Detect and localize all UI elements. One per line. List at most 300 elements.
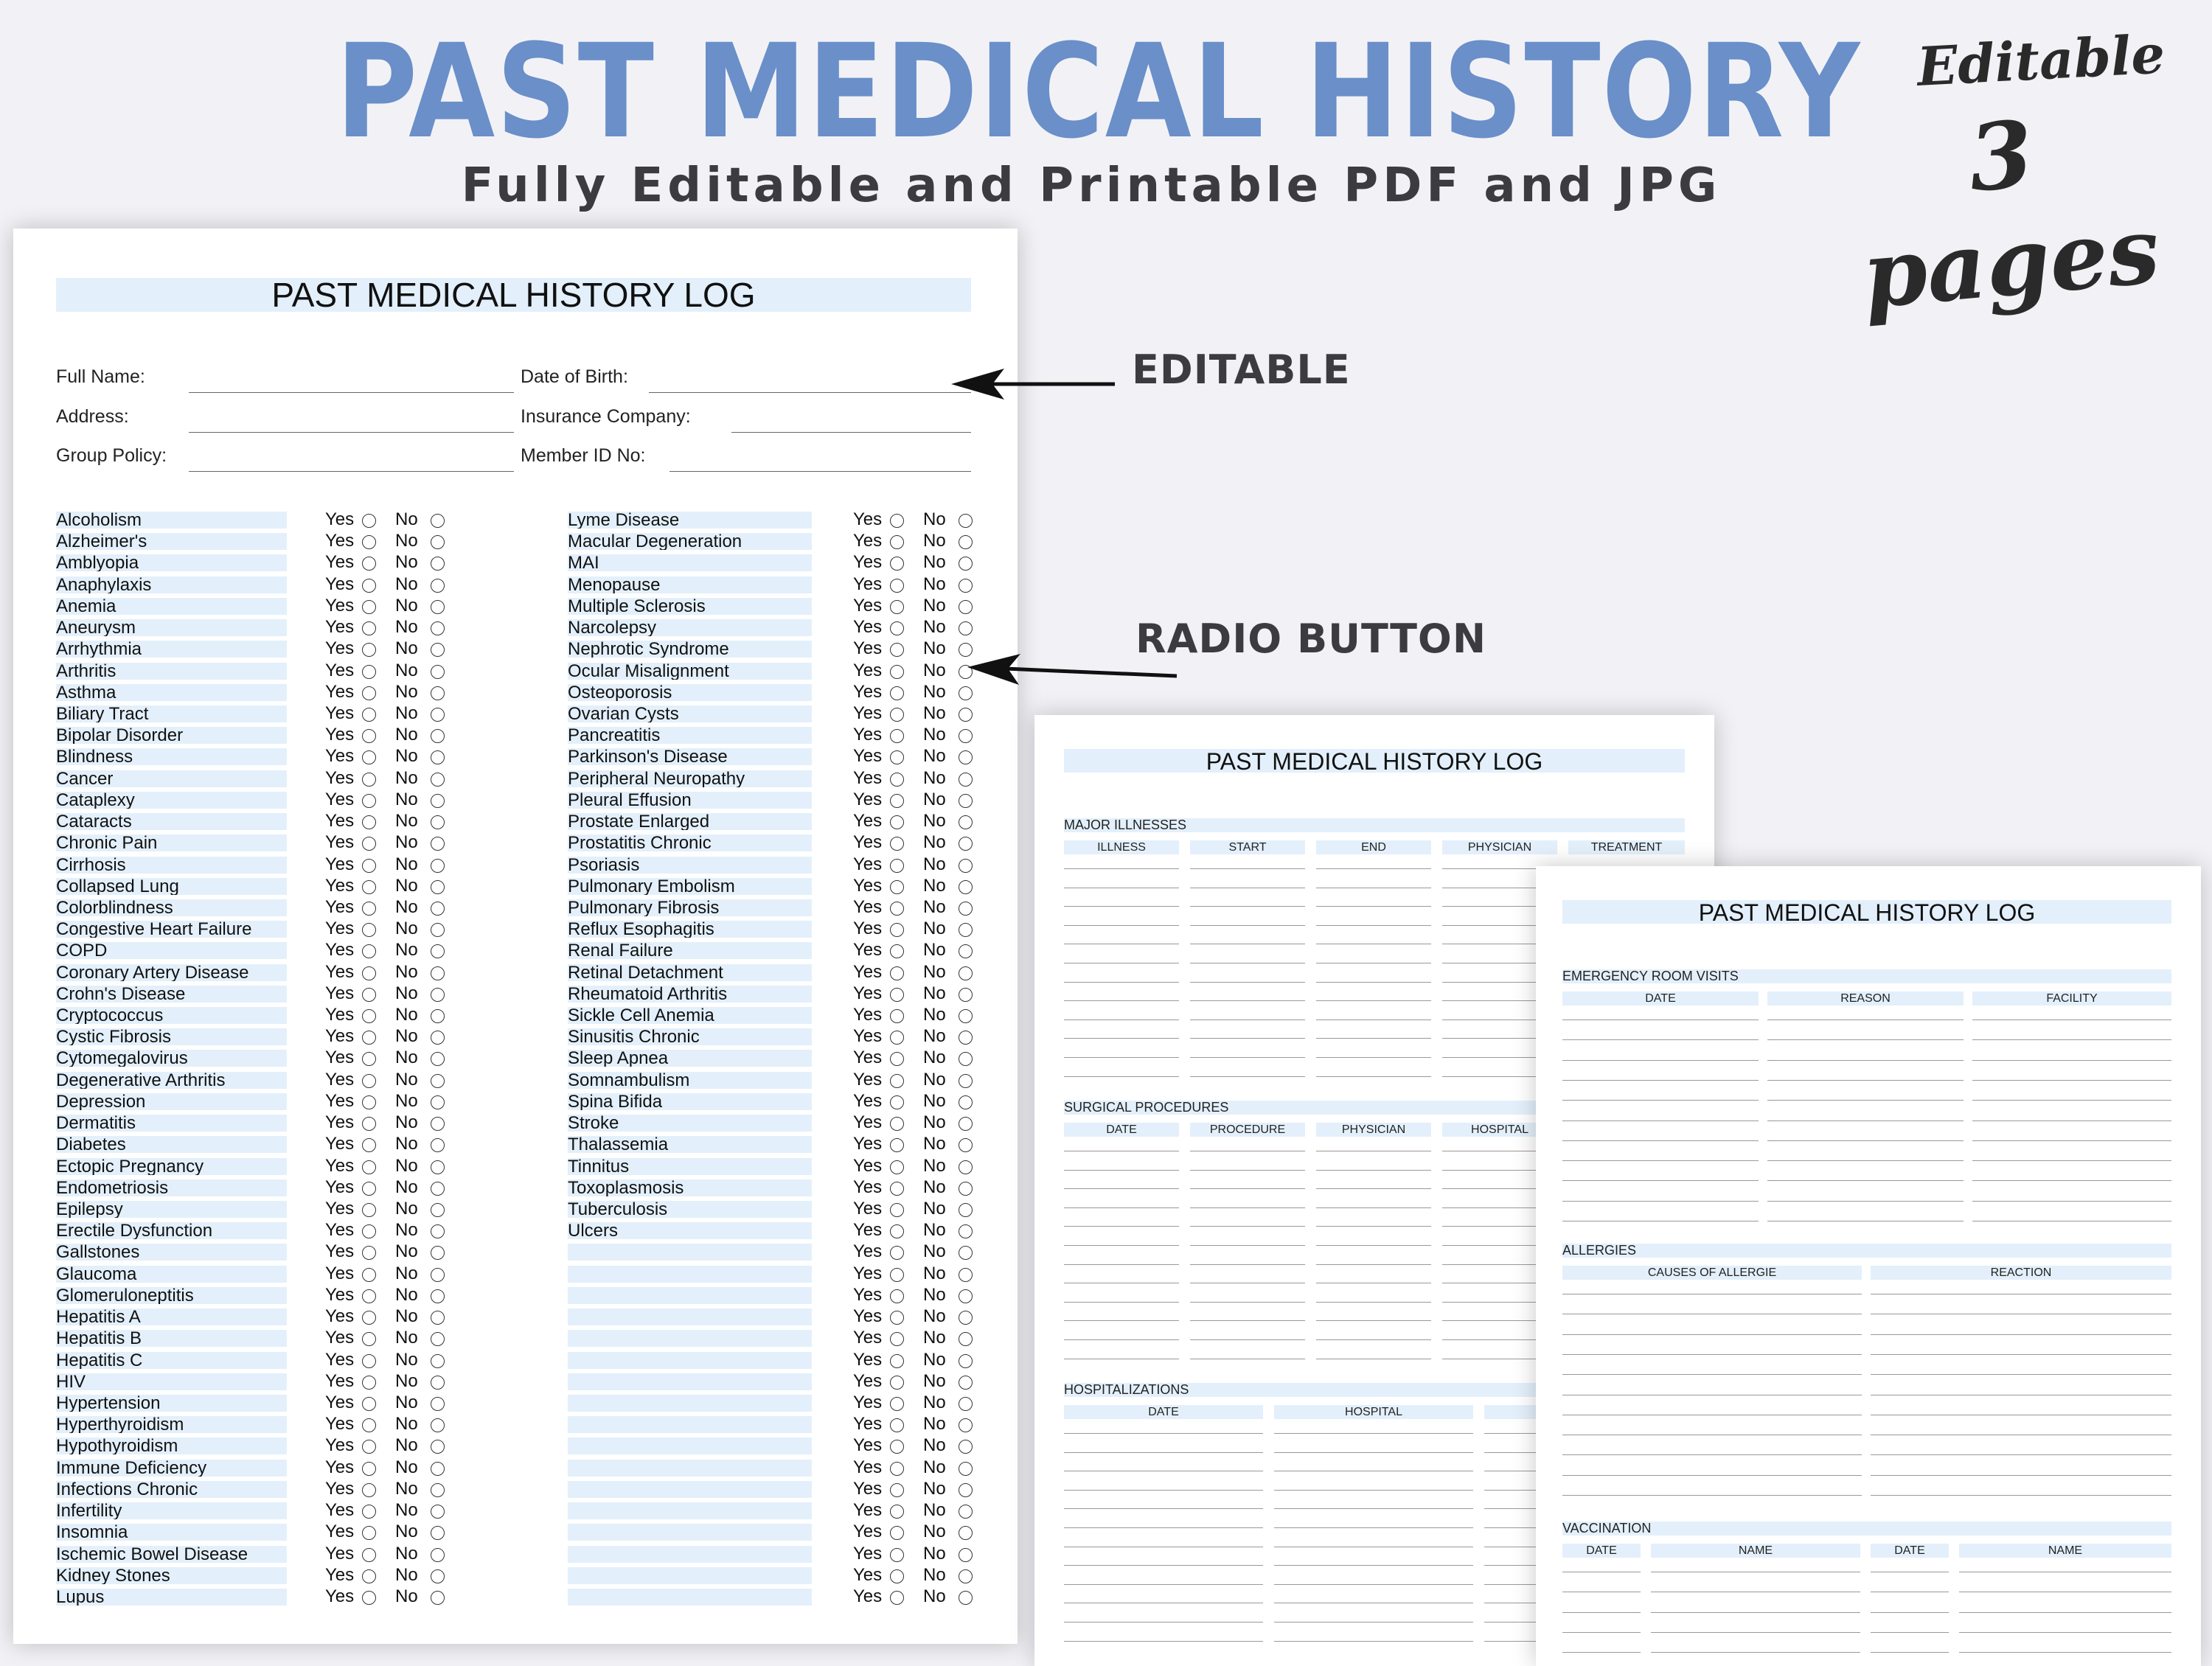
entry-line[interactable]	[1064, 868, 1179, 869]
entry-line[interactable]	[1959, 1632, 2171, 1633]
yes-radio-button[interactable]	[890, 665, 904, 679]
entry-line[interactable]	[1562, 1632, 1641, 1633]
entry-line[interactable]	[1064, 1302, 1179, 1303]
entry-line[interactable]	[1316, 1188, 1431, 1189]
yes-radio-button[interactable]	[890, 1440, 904, 1454]
no-radio-button[interactable]	[431, 1569, 445, 1583]
entry-line[interactable]	[1871, 1495, 2171, 1496]
entry-line[interactable]	[1190, 868, 1305, 869]
no-radio-button[interactable]	[431, 773, 445, 787]
entry-line[interactable]	[1959, 1652, 2171, 1653]
yes-radio-button[interactable]	[890, 1009, 904, 1023]
yes-radio-button[interactable]	[362, 880, 376, 894]
yes-radio-button[interactable]	[890, 1074, 904, 1088]
yes-radio-button[interactable]	[362, 1074, 376, 1088]
no-radio-button[interactable]	[431, 1376, 445, 1390]
entry-line[interactable]	[1871, 1612, 1949, 1613]
entry-line[interactable]	[1562, 1120, 1759, 1121]
yes-radio-button[interactable]	[890, 837, 904, 851]
entry-line[interactable]	[1972, 1180, 2171, 1181]
no-radio-button[interactable]	[959, 966, 973, 980]
no-radio-button[interactable]	[959, 708, 973, 722]
no-radio-button[interactable]	[959, 1354, 973, 1368]
entry-line[interactable]	[1274, 1490, 1473, 1491]
yes-radio-button[interactable]	[362, 1462, 376, 1476]
yes-radio-button[interactable]	[890, 1332, 904, 1346]
no-radio-button[interactable]	[431, 1440, 445, 1454]
no-radio-button[interactable]	[431, 1483, 445, 1497]
no-radio-button[interactable]	[959, 794, 973, 808]
yes-radio-button[interactable]	[362, 1483, 376, 1497]
no-radio-button[interactable]	[431, 1052, 445, 1066]
entry-line[interactable]	[1972, 1080, 2171, 1081]
entry-line[interactable]	[1064, 1188, 1179, 1189]
yes-radio-button[interactable]	[362, 600, 376, 614]
yes-radio-button[interactable]	[890, 1031, 904, 1045]
entry-line[interactable]	[1190, 1000, 1305, 1001]
yes-radio-button[interactable]	[362, 1397, 376, 1411]
entry-line[interactable]	[1562, 1475, 1862, 1476]
yes-radio-button[interactable]	[890, 750, 904, 764]
entry-line[interactable]	[1562, 1354, 1862, 1355]
yes-radio-button[interactable]	[362, 665, 376, 679]
yes-radio-button[interactable]	[362, 686, 376, 700]
yes-radio-button[interactable]	[362, 1052, 376, 1066]
entry-line[interactable]	[1651, 1652, 1860, 1653]
yes-radio-button[interactable]	[362, 535, 376, 549]
entry-line[interactable]	[1064, 1245, 1179, 1246]
no-radio-button[interactable]	[959, 1462, 973, 1476]
no-radio-button[interactable]	[959, 665, 973, 679]
yes-radio-button[interactable]	[890, 902, 904, 916]
entry-line[interactable]	[1767, 1180, 1964, 1181]
yes-radio-button[interactable]	[890, 621, 904, 635]
yes-radio-button[interactable]	[362, 708, 376, 722]
no-radio-button[interactable]	[959, 643, 973, 657]
entry-line[interactable]	[1316, 1038, 1431, 1039]
no-radio-button[interactable]	[959, 1203, 973, 1217]
entry-line[interactable]	[1064, 1057, 1179, 1058]
yes-radio-button[interactable]	[890, 1138, 904, 1152]
no-radio-button[interactable]	[431, 1462, 445, 1476]
yes-radio-button[interactable]	[890, 988, 904, 1002]
entry-line[interactable]	[1064, 925, 1179, 926]
no-radio-button[interactable]	[431, 859, 445, 873]
entry-line[interactable]	[1064, 1320, 1179, 1321]
entry-line[interactable]	[1316, 1320, 1431, 1321]
no-radio-button[interactable]	[431, 686, 445, 700]
yes-radio-button[interactable]	[890, 557, 904, 571]
no-radio-button[interactable]	[431, 535, 445, 549]
yes-radio-button[interactable]	[890, 1203, 904, 1217]
yes-radio-button[interactable]	[890, 1483, 904, 1497]
entry-line[interactable]	[1190, 1245, 1305, 1246]
yes-radio-button[interactable]	[890, 1095, 904, 1109]
no-radio-button[interactable]	[431, 880, 445, 894]
no-radio-button[interactable]	[959, 1052, 973, 1066]
entry-line[interactable]	[1562, 1201, 1759, 1202]
no-radio-button[interactable]	[431, 1031, 445, 1045]
yes-radio-button[interactable]	[890, 1160, 904, 1174]
entry-line[interactable]	[1064, 1508, 1263, 1509]
yes-radio-button[interactable]	[362, 514, 376, 528]
entry-line[interactable]	[1972, 1039, 2171, 1040]
no-radio-button[interactable]	[959, 1289, 973, 1303]
no-radio-button[interactable]	[959, 579, 973, 593]
yes-radio-button[interactable]	[362, 902, 376, 916]
no-radio-button[interactable]	[431, 600, 445, 614]
no-radio-button[interactable]	[959, 1332, 973, 1346]
no-radio-button[interactable]	[431, 794, 445, 808]
entry-line[interactable]	[1871, 1454, 2171, 1455]
entry-line[interactable]	[1972, 1100, 2171, 1101]
entry-line[interactable]	[1316, 1207, 1431, 1208]
entry-line[interactable]	[1190, 1226, 1305, 1227]
entry-line[interactable]	[1064, 1170, 1179, 1171]
no-radio-button[interactable]	[959, 514, 973, 528]
no-radio-button[interactable]	[431, 1526, 445, 1540]
no-radio-button[interactable]	[959, 1182, 973, 1196]
entry-line[interactable]	[1190, 1170, 1305, 1171]
entry-line[interactable]	[1562, 1100, 1759, 1101]
no-radio-button[interactable]	[431, 1074, 445, 1088]
entry-line[interactable]	[1871, 1632, 1949, 1633]
no-radio-button[interactable]	[959, 1397, 973, 1411]
yes-radio-button[interactable]	[362, 773, 376, 787]
no-radio-button[interactable]	[431, 1138, 445, 1152]
entry-line[interactable]	[1316, 1226, 1431, 1227]
entry-line[interactable]	[1316, 1245, 1431, 1246]
entry-line[interactable]	[1316, 1264, 1431, 1265]
yes-radio-button[interactable]	[362, 1440, 376, 1454]
yes-radio-button[interactable]	[890, 1117, 904, 1131]
entry-line[interactable]	[1064, 982, 1179, 983]
yes-radio-button[interactable]	[362, 1526, 376, 1540]
insurance-field[interactable]	[731, 432, 971, 433]
yes-radio-button[interactable]	[362, 1031, 376, 1045]
no-radio-button[interactable]	[959, 1376, 973, 1390]
entry-line[interactable]	[1767, 1120, 1964, 1121]
yes-radio-button[interactable]	[362, 988, 376, 1002]
entry-line[interactable]	[1562, 1495, 1862, 1496]
yes-radio-button[interactable]	[890, 1246, 904, 1260]
no-radio-button[interactable]	[959, 923, 973, 937]
group-policy-field[interactable]	[189, 471, 514, 472]
yes-radio-button[interactable]	[890, 773, 904, 787]
no-radio-button[interactable]	[431, 923, 445, 937]
no-radio-button[interactable]	[431, 1289, 445, 1303]
entry-line[interactable]	[1064, 1339, 1179, 1340]
no-radio-button[interactable]	[959, 944, 973, 958]
yes-radio-button[interactable]	[890, 1505, 904, 1519]
yes-radio-button[interactable]	[890, 1591, 904, 1605]
no-radio-button[interactable]	[959, 621, 973, 635]
no-radio-button[interactable]	[959, 1569, 973, 1583]
no-radio-button[interactable]	[431, 815, 445, 829]
yes-radio-button[interactable]	[362, 643, 376, 657]
entry-line[interactable]	[1064, 1226, 1179, 1227]
no-radio-button[interactable]	[959, 1074, 973, 1088]
entry-line[interactable]	[1274, 1565, 1473, 1566]
entry-line[interactable]	[1274, 1508, 1473, 1509]
yes-radio-button[interactable]	[890, 708, 904, 722]
entry-line[interactable]	[1562, 1180, 1759, 1181]
entry-line[interactable]	[1064, 1622, 1263, 1623]
no-radio-button[interactable]	[959, 686, 973, 700]
no-radio-button[interactable]	[959, 1224, 973, 1238]
yes-radio-button[interactable]	[890, 1311, 904, 1325]
entry-line[interactable]	[1651, 1612, 1860, 1613]
no-radio-button[interactable]	[431, 579, 445, 593]
yes-radio-button[interactable]	[362, 579, 376, 593]
entry-line[interactable]	[1767, 1201, 1964, 1202]
yes-radio-button[interactable]	[890, 859, 904, 873]
yes-radio-button[interactable]	[362, 729, 376, 743]
yes-radio-button[interactable]	[890, 1397, 904, 1411]
entry-line[interactable]	[1316, 982, 1431, 983]
yes-radio-button[interactable]	[890, 1182, 904, 1196]
entry-line[interactable]	[1274, 1622, 1473, 1623]
yes-radio-button[interactable]	[890, 1289, 904, 1303]
yes-radio-button[interactable]	[890, 1376, 904, 1390]
no-radio-button[interactable]	[959, 1526, 973, 1540]
yes-radio-button[interactable]	[890, 643, 904, 657]
entry-line[interactable]	[1190, 1188, 1305, 1189]
entry-line[interactable]	[1871, 1475, 2171, 1476]
no-radio-button[interactable]	[431, 621, 445, 635]
yes-radio-button[interactable]	[362, 1591, 376, 1605]
entry-line[interactable]	[1972, 1120, 2171, 1121]
yes-radio-button[interactable]	[362, 1182, 376, 1196]
yes-radio-button[interactable]	[890, 923, 904, 937]
yes-radio-button[interactable]	[890, 1548, 904, 1562]
entry-line[interactable]	[1316, 1302, 1431, 1303]
no-radio-button[interactable]	[959, 600, 973, 614]
entry-line[interactable]	[1871, 1334, 2171, 1335]
no-radio-button[interactable]	[431, 665, 445, 679]
entry-line[interactable]	[1562, 1612, 1641, 1613]
no-radio-button[interactable]	[431, 966, 445, 980]
no-radio-button[interactable]	[431, 944, 445, 958]
yes-radio-button[interactable]	[362, 1203, 376, 1217]
no-radio-button[interactable]	[959, 837, 973, 851]
no-radio-button[interactable]	[959, 1505, 973, 1519]
entry-line[interactable]	[1190, 1264, 1305, 1265]
no-radio-button[interactable]	[959, 1591, 973, 1605]
no-radio-button[interactable]	[431, 729, 445, 743]
no-radio-button[interactable]	[431, 1354, 445, 1368]
no-radio-button[interactable]	[959, 773, 973, 787]
no-radio-button[interactable]	[959, 988, 973, 1002]
yes-radio-button[interactable]	[362, 1332, 376, 1346]
no-radio-button[interactable]	[431, 1548, 445, 1562]
member-id-field[interactable]	[669, 471, 971, 472]
entry-line[interactable]	[1562, 1160, 1759, 1161]
entry-line[interactable]	[1064, 1433, 1263, 1434]
yes-radio-button[interactable]	[890, 686, 904, 700]
entry-line[interactable]	[1972, 1140, 2171, 1141]
yes-radio-button[interactable]	[362, 1289, 376, 1303]
no-radio-button[interactable]	[431, 1160, 445, 1174]
entry-line[interactable]	[1190, 1207, 1305, 1208]
yes-radio-button[interactable]	[362, 966, 376, 980]
entry-line[interactable]	[1562, 1060, 1759, 1061]
no-radio-button[interactable]	[959, 535, 973, 549]
no-radio-button[interactable]	[431, 708, 445, 722]
yes-radio-button[interactable]	[890, 600, 904, 614]
no-radio-button[interactable]	[431, 1117, 445, 1131]
entry-line[interactable]	[1190, 982, 1305, 983]
entry-line[interactable]	[1767, 1080, 1964, 1081]
yes-radio-button[interactable]	[362, 815, 376, 829]
yes-radio-button[interactable]	[362, 859, 376, 873]
yes-radio-button[interactable]	[890, 1526, 904, 1540]
no-radio-button[interactable]	[959, 750, 973, 764]
entry-line[interactable]	[1871, 1354, 2171, 1355]
yes-radio-button[interactable]	[362, 923, 376, 937]
yes-radio-button[interactable]	[362, 1117, 376, 1131]
entry-line[interactable]	[1190, 906, 1305, 907]
entry-line[interactable]	[1064, 1038, 1179, 1039]
yes-radio-button[interactable]	[890, 1052, 904, 1066]
entry-line[interactable]	[1274, 1527, 1473, 1528]
no-radio-button[interactable]	[431, 750, 445, 764]
entry-line[interactable]	[1064, 1490, 1263, 1491]
entry-line[interactable]	[1316, 1339, 1431, 1340]
yes-radio-button[interactable]	[890, 1354, 904, 1368]
entry-line[interactable]	[1064, 1076, 1179, 1077]
no-radio-button[interactable]	[959, 859, 973, 873]
yes-radio-button[interactable]	[362, 1268, 376, 1282]
full-name-field[interactable]	[189, 392, 514, 393]
entry-line[interactable]	[1274, 1641, 1473, 1642]
no-radio-button[interactable]	[959, 729, 973, 743]
no-radio-button[interactable]	[431, 1397, 445, 1411]
yes-radio-button[interactable]	[890, 1462, 904, 1476]
entry-line[interactable]	[1064, 906, 1179, 907]
entry-line[interactable]	[1562, 1039, 1759, 1040]
no-radio-button[interactable]	[959, 1095, 973, 1109]
yes-radio-button[interactable]	[362, 794, 376, 808]
entry-line[interactable]	[1316, 906, 1431, 907]
no-radio-button[interactable]	[959, 1160, 973, 1174]
yes-radio-button[interactable]	[890, 514, 904, 528]
yes-radio-button[interactable]	[362, 1138, 376, 1152]
entry-line[interactable]	[1767, 1160, 1964, 1161]
yes-radio-button[interactable]	[890, 815, 904, 829]
no-radio-button[interactable]	[431, 643, 445, 657]
no-radio-button[interactable]	[431, 1224, 445, 1238]
yes-radio-button[interactable]	[362, 1246, 376, 1260]
no-radio-button[interactable]	[431, 1311, 445, 1325]
entry-line[interactable]	[1972, 1060, 2171, 1061]
yes-radio-button[interactable]	[362, 1224, 376, 1238]
yes-radio-button[interactable]	[890, 579, 904, 593]
yes-radio-button[interactable]	[362, 944, 376, 958]
no-radio-button[interactable]	[431, 1332, 445, 1346]
entry-line[interactable]	[1316, 925, 1431, 926]
entry-line[interactable]	[1562, 1140, 1759, 1141]
entry-line[interactable]	[1562, 1652, 1641, 1653]
yes-radio-button[interactable]	[890, 944, 904, 958]
yes-radio-button[interactable]	[890, 1268, 904, 1282]
address-field[interactable]	[189, 432, 514, 433]
no-radio-button[interactable]	[431, 1418, 445, 1432]
entry-line[interactable]	[1064, 1264, 1179, 1265]
no-radio-button[interactable]	[431, 1268, 445, 1282]
dob-field[interactable]	[649, 392, 971, 393]
no-radio-button[interactable]	[431, 837, 445, 851]
entry-line[interactable]	[1316, 1057, 1431, 1058]
entry-line[interactable]	[1064, 1565, 1263, 1566]
yes-radio-button[interactable]	[890, 1224, 904, 1238]
yes-radio-button[interactable]	[890, 729, 904, 743]
yes-radio-button[interactable]	[362, 1095, 376, 1109]
entry-line[interactable]	[1767, 1060, 1964, 1061]
entry-line[interactable]	[1274, 1433, 1473, 1434]
no-radio-button[interactable]	[431, 988, 445, 1002]
entry-line[interactable]	[1959, 1612, 2171, 1613]
entry-line[interactable]	[1767, 1140, 1964, 1141]
entry-line[interactable]	[1064, 1584, 1263, 1585]
entry-line[interactable]	[1316, 868, 1431, 869]
no-radio-button[interactable]	[431, 1009, 445, 1023]
yes-radio-button[interactable]	[362, 1009, 376, 1023]
yes-radio-button[interactable]	[362, 1160, 376, 1174]
yes-radio-button[interactable]	[890, 880, 904, 894]
entry-line[interactable]	[1190, 925, 1305, 926]
entry-line[interactable]	[1190, 1339, 1305, 1340]
no-radio-button[interactable]	[431, 1246, 445, 1260]
entry-line[interactable]	[1190, 1320, 1305, 1321]
no-radio-button[interactable]	[959, 880, 973, 894]
entry-line[interactable]	[1562, 1374, 1862, 1375]
entry-line[interactable]	[1064, 1527, 1263, 1528]
entry-line[interactable]	[1972, 1160, 2171, 1161]
yes-radio-button[interactable]	[890, 966, 904, 980]
yes-radio-button[interactable]	[362, 837, 376, 851]
entry-line[interactable]	[1871, 1652, 1949, 1653]
no-radio-button[interactable]	[959, 1440, 973, 1454]
no-radio-button[interactable]	[959, 1311, 973, 1325]
yes-radio-button[interactable]	[890, 535, 904, 549]
yes-radio-button[interactable]	[362, 1354, 376, 1368]
no-radio-button[interactable]	[431, 1203, 445, 1217]
yes-radio-button[interactable]	[362, 1311, 376, 1325]
no-radio-button[interactable]	[959, 1009, 973, 1023]
no-radio-button[interactable]	[431, 514, 445, 528]
no-radio-button[interactable]	[959, 1483, 973, 1497]
entry-line[interactable]	[1316, 1000, 1431, 1001]
entry-line[interactable]	[1767, 1039, 1964, 1040]
yes-radio-button[interactable]	[362, 750, 376, 764]
yes-radio-button[interactable]	[890, 794, 904, 808]
no-radio-button[interactable]	[431, 557, 445, 571]
yes-radio-button[interactable]	[362, 621, 376, 635]
yes-radio-button[interactable]	[362, 1505, 376, 1519]
entry-line[interactable]	[1562, 1080, 1759, 1081]
yes-radio-button[interactable]	[890, 1418, 904, 1432]
entry-line[interactable]	[1274, 1452, 1473, 1453]
entry-line[interactable]	[1871, 1374, 2171, 1375]
yes-radio-button[interactable]	[362, 1569, 376, 1583]
entry-line[interactable]	[1190, 1057, 1305, 1058]
no-radio-button[interactable]	[959, 815, 973, 829]
entry-line[interactable]	[1316, 1076, 1431, 1077]
no-radio-button[interactable]	[431, 1505, 445, 1519]
yes-radio-button[interactable]	[362, 1418, 376, 1432]
entry-line[interactable]	[1064, 1000, 1179, 1001]
